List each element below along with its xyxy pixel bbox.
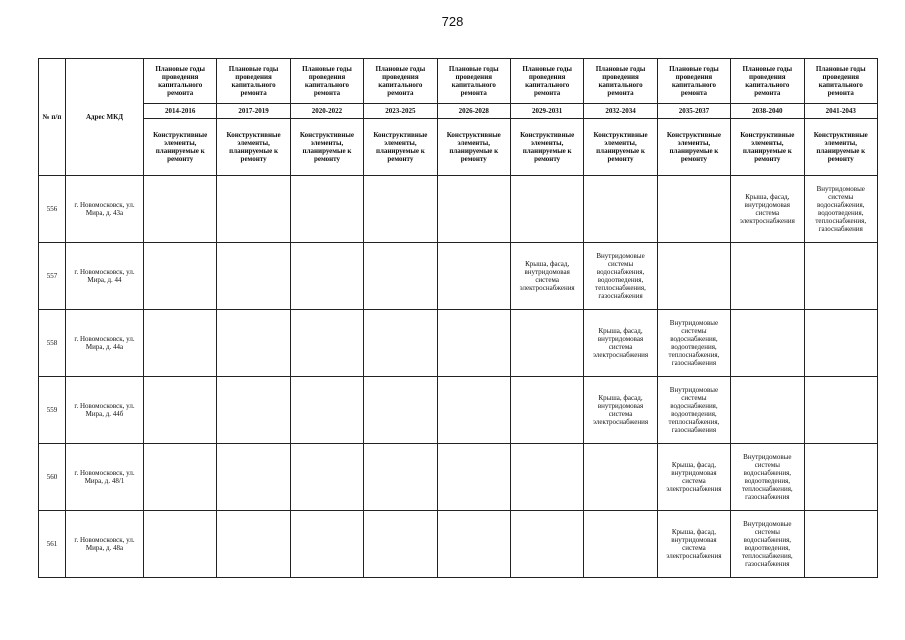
period-years: 2023-2025 [364, 104, 437, 119]
row-number: 556 [39, 176, 66, 243]
row-cell [804, 243, 877, 310]
period-years: 2020-2022 [290, 104, 363, 119]
row-cell [804, 377, 877, 444]
row-cell [144, 176, 217, 243]
period-elements: Конструктивные элементы, планируемые к ремонту [657, 119, 730, 176]
period-elements: Конструктивные элементы, планируемые к ремонту [144, 119, 217, 176]
period-title: Плановые годы проведения капитального ремонта [584, 59, 657, 104]
table-row [39, 377, 878, 444]
row-address: г. Новомосковск, ул. Мира, д. 48а [66, 511, 144, 578]
period-years: 2035-2037 [657, 104, 730, 119]
row-cell [584, 511, 657, 578]
period-elements: Конструктивные элементы, планируемые к ремонту [290, 119, 363, 176]
row-cell [437, 243, 510, 310]
row-cell: Крыша, фасад, внутридомовая система электроснабжения [731, 176, 804, 243]
period-title: Плановые годы проведения капитального ремонта [144, 59, 217, 104]
row-cell [290, 511, 363, 578]
row-cell [584, 444, 657, 511]
row-cell [364, 511, 437, 578]
row-cell [144, 511, 217, 578]
row-cell [217, 310, 290, 377]
row-cell: Крыша, фасад, внутридомовая система электроснабжения [584, 310, 657, 377]
period-years: 2026-2028 [437, 104, 510, 119]
row-cell [731, 310, 804, 377]
period-title: Плановые годы проведения капитального ремонта [804, 59, 877, 104]
period-elements: Конструктивные элементы, планируемые к ремонту [584, 119, 657, 176]
row-cell [290, 243, 363, 310]
period-years: 2041-2043 [804, 104, 877, 119]
table-row [39, 511, 878, 578]
row-cell [437, 377, 510, 444]
table-row [39, 310, 878, 377]
table-row [39, 444, 878, 511]
row-cell [437, 310, 510, 377]
row-cell [364, 310, 437, 377]
row-cell [217, 377, 290, 444]
period-elements: Конструктивные элементы, планируемые к ремонту [510, 119, 583, 176]
row-cell [217, 176, 290, 243]
header-address: Адрес МКД [66, 59, 144, 176]
row-address: г. Новомосковск, ул. Мира, д. 48/1 [66, 444, 144, 511]
period-title: Плановые годы проведения капитального ремонта [510, 59, 583, 104]
row-cell [217, 511, 290, 578]
row-number: 561 [39, 511, 66, 578]
row-cell [290, 176, 363, 243]
table-body [39, 176, 878, 578]
row-number: 559 [39, 377, 66, 444]
row-cell [437, 511, 510, 578]
period-elements: Конструктивные элементы, планируемые к ремонту [731, 119, 804, 176]
row-cell: Крыша, фасад, внутридомовая система электроснабжения [657, 511, 730, 578]
row-cell [584, 176, 657, 243]
period-years: 2017-2019 [217, 104, 290, 119]
row-cell [510, 377, 583, 444]
row-cell [804, 310, 877, 377]
row-cell [144, 377, 217, 444]
row-cell [364, 243, 437, 310]
period-title: Плановые годы проведения капитального ремонта [364, 59, 437, 104]
row-cell [364, 176, 437, 243]
table-row [39, 176, 878, 243]
row-cell [290, 444, 363, 511]
row-cell: Внутридомовые системы водоснабжения, водоотведения, теплоснабжения, газоснабжения [584, 243, 657, 310]
period-elements: Конструктивные элементы, планируемые к ремонту [437, 119, 510, 176]
row-cell [364, 377, 437, 444]
period-elements: Конструктивные элементы, планируемые к ремонту [217, 119, 290, 176]
row-cell [437, 176, 510, 243]
row-cell [804, 511, 877, 578]
row-cell [290, 310, 363, 377]
row-cell [731, 243, 804, 310]
row-cell [290, 377, 363, 444]
page-number: 728 [441, 14, 464, 29]
row-cell [144, 444, 217, 511]
period-years: 2038-2040 [731, 104, 804, 119]
row-cell: Внутридомовые системы водоснабжения, водоотведения, теплоснабжения, газоснабжения [657, 310, 730, 377]
row-cell [437, 444, 510, 511]
row-cell: Крыша, фасад, внутридомовая система электроснабжения [584, 377, 657, 444]
row-address: г. Новомосковск, ул. Мира, д. 43а [66, 176, 144, 243]
period-title: Плановые годы проведения капитального ремонта [437, 59, 510, 104]
row-cell [510, 310, 583, 377]
row-cell [731, 377, 804, 444]
row-cell [510, 511, 583, 578]
row-address: г. Новомосковск, ул. Мира, д. 44а [66, 310, 144, 377]
row-number: 560 [39, 444, 66, 511]
row-cell: Внутридомовые системы водоснабжения, водоотведения, теплоснабжения, газоснабжения [731, 511, 804, 578]
row-cell [144, 310, 217, 377]
row-cell: Внутридомовые системы водоснабжения, водоотведения, теплоснабжения, газоснабжения [657, 377, 730, 444]
row-cell [657, 243, 730, 310]
period-title: Плановые годы проведения капитального ремонта [657, 59, 730, 104]
period-title: Плановые годы проведения капитального ремонта [217, 59, 290, 104]
row-cell [364, 444, 437, 511]
period-years: 2029-2031 [510, 104, 583, 119]
row-cell: Внутридомовые системы водоснабжения, водоотведения, теплоснабжения, газоснабжения [804, 176, 877, 243]
row-cell: Внутридомовые системы водоснабжения, водоотведения, теплоснабжения, газоснабжения [731, 444, 804, 511]
row-cell [144, 243, 217, 310]
row-cell [217, 444, 290, 511]
row-number: 557 [39, 243, 66, 310]
row-address: г. Новомосковск, ул. Мира, д. 44 [66, 243, 144, 310]
row-cell [804, 444, 877, 511]
row-cell [510, 444, 583, 511]
row-cell [217, 243, 290, 310]
period-years: 2032-2034 [584, 104, 657, 119]
row-cell [510, 176, 583, 243]
repair-plan-table [38, 58, 878, 578]
period-title: Плановые годы проведения капитального ремонта [731, 59, 804, 104]
period-title: Плановые годы проведения капитального ремонта [290, 59, 363, 104]
period-elements: Конструктивные элементы, планируемые к ремонту [804, 119, 877, 176]
period-elements: Конструктивные элементы, планируемые к ремонту [364, 119, 437, 176]
row-number: 558 [39, 310, 66, 377]
period-years: 2014-2016 [144, 104, 217, 119]
table-row [39, 243, 878, 310]
row-cell: Крыша, фасад, внутридомовая система электроснабжения [657, 444, 730, 511]
header-num: № п/п [39, 59, 66, 176]
row-cell: Крыша, фасад, внутридомовая система электроснабжения [510, 243, 583, 310]
row-cell [657, 176, 730, 243]
row-address: г. Новомосковск, ул. Мира, д. 44б [66, 377, 144, 444]
